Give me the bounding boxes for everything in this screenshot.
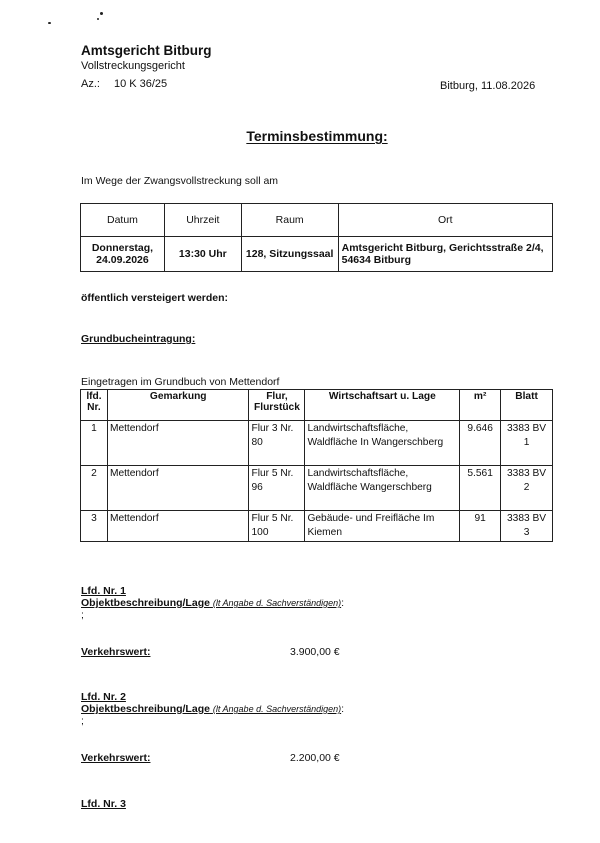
market-value-label: Verkehrswert: xyxy=(81,646,151,658)
object-description-note: (lt Angabe d. Sachverständigen) xyxy=(212,598,342,608)
header-time: Uhrzeit xyxy=(164,204,241,237)
market-value: 2.200,00 € xyxy=(290,752,340,764)
place-date: Bitburg, 11.08.2026 xyxy=(440,80,536,92)
appointment-row xyxy=(81,237,553,272)
table-row xyxy=(81,511,553,542)
file-reference-number: 10 K 36/25 xyxy=(113,78,168,90)
header-lfd: lfd. Nr. xyxy=(81,390,108,421)
row-gemarkung: Mettendorf xyxy=(107,421,249,466)
object-1 xyxy=(81,585,344,621)
object-description-label: Objektbeschreibung/Lage (lt Angabe d. Sachverständigen) xyxy=(81,703,342,715)
market-value-label: Verkehrswert: xyxy=(81,752,151,764)
object-number: Lfd. Nr. 1 xyxy=(81,585,126,597)
header-blatt: Blatt xyxy=(501,390,553,421)
land-register-table xyxy=(80,389,553,542)
document-title: Terminsbestimmung: xyxy=(246,128,388,144)
row-wirtschaftsart: Landwirtschaftsfläche, Waldfläche In Wangerschberg xyxy=(305,421,460,466)
header-date: Datum xyxy=(81,204,165,237)
header-place: Ort xyxy=(338,204,552,237)
appointment-place: Amtsgericht Bitburg, Gerichtsstraße 2/4, 54634 Bitburg xyxy=(338,237,552,272)
row-gemarkung: Mettendorf xyxy=(107,466,249,511)
court-name: Amtsgericht Bitburg xyxy=(81,43,212,58)
object-number: Lfd. Nr. 3 xyxy=(81,798,126,810)
appointment-weekday: Donnerstag, xyxy=(91,242,154,254)
appointment-room: 128, Sitzungssaal xyxy=(241,237,338,272)
object-description-value: ; xyxy=(81,609,84,621)
object-description-note: (lt Angabe d. Sachverständigen) xyxy=(212,704,342,714)
appointment-time: 13:30 Uhr xyxy=(164,237,241,272)
row-flur: Flur 3 Nr. 80 xyxy=(249,421,305,466)
object-description-label: Objektbeschreibung/Lage (lt Angabe d. Sachverständigen) xyxy=(81,597,342,609)
row-nr: 2 xyxy=(81,466,108,511)
object-description-row xyxy=(81,703,344,715)
row-wirtschaftsart: Landwirtschaftsfläche, Waldfläche Wangerschberg xyxy=(305,466,460,511)
header-gemarkung: Gemarkung xyxy=(107,390,249,421)
row-nr: 3 xyxy=(81,511,108,542)
sale-text: öffentlich versteigert werden: xyxy=(81,292,229,304)
table-row xyxy=(81,466,553,511)
court-subtitle: Vollstreckungsgericht xyxy=(81,60,185,72)
row-m2: 91 xyxy=(460,511,501,542)
object-description-row xyxy=(81,597,344,609)
object-description-colon: : xyxy=(341,597,345,609)
row-flur: Flur 5 Nr. 100 xyxy=(249,511,305,542)
row-gemarkung: Mettendorf xyxy=(107,511,249,542)
row-blatt: 3383 BV 3 xyxy=(501,511,553,542)
row-m2: 5.561 xyxy=(460,466,501,511)
header-m2: m² xyxy=(460,390,501,421)
row-flur: Flur 5 Nr. 96 xyxy=(249,466,305,511)
header-wirtschaftsart: Wirtschaftsart u. Lage xyxy=(305,390,460,421)
row-blatt: 3383 BV 2 xyxy=(501,466,553,511)
object-2 xyxy=(81,691,344,727)
row-blatt: 3383 BV 1 xyxy=(501,421,553,466)
row-nr: 1 xyxy=(81,421,108,466)
object-description-colon: : xyxy=(341,703,345,715)
appointment-date-value: 24.09.2026 xyxy=(96,254,149,266)
header-room: Raum xyxy=(241,204,338,237)
land-register-text: Eingetragen im Grundbuch von Mettendorf xyxy=(81,376,280,388)
appointment-date xyxy=(81,237,165,272)
intro-text: Im Wege der Zwangsvollstreckung soll am xyxy=(81,175,279,187)
file-reference xyxy=(81,78,167,90)
header-flur: Flur, Flurstück xyxy=(249,390,305,421)
market-value: 3.900,00 € xyxy=(290,646,340,658)
row-wirtschaftsart: Gebäude- und Freifläche Im Kiemen xyxy=(305,511,460,542)
file-reference-label: Az.: xyxy=(81,78,100,90)
table-row xyxy=(81,421,553,466)
appointment-header-row xyxy=(81,204,553,237)
object-3 xyxy=(81,798,126,810)
row-m2: 9.646 xyxy=(460,421,501,466)
document-title-row xyxy=(0,128,600,144)
land-register-heading: Grundbucheintragung: xyxy=(81,333,196,345)
appointment-table xyxy=(80,203,553,272)
land-register-header-row xyxy=(81,390,553,421)
object-description-value: ; xyxy=(81,715,84,727)
object-number: Lfd. Nr. 2 xyxy=(81,691,126,703)
